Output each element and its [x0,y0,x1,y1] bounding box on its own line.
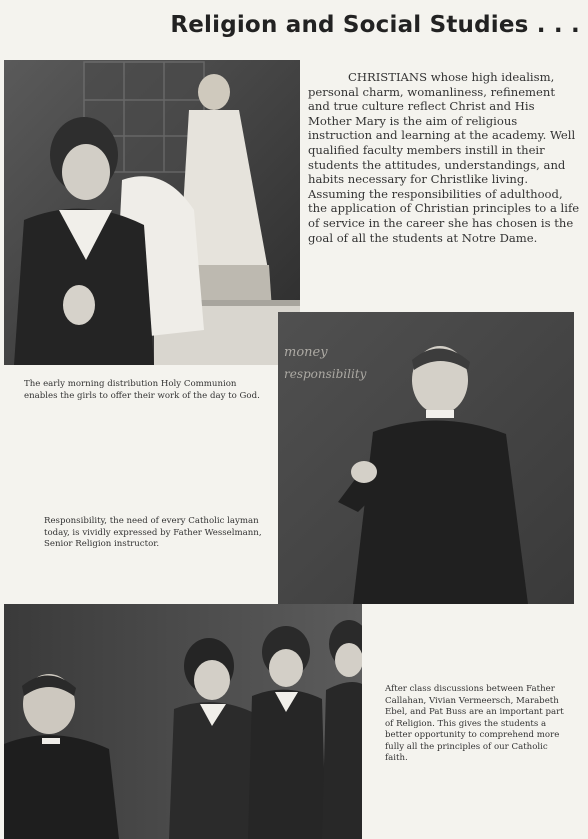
blackboard-word-responsibility: responsibility [284,367,367,381]
discussion-photo [4,604,362,839]
intro-paragraph: CHRISTIANS whose high idealism, personal charm, womanliness, refinement and true culture reflect Christ and His Mother Mary is the aim of religious instruction and learning at the academy. Well qualified faculty members instill in their students the attitudes, understandings, and habits necessary for Christlike living. Assuming the responsibilities of adulthood, the application of Christian principles to a life of service in the career she has chosen is the goal of all the students at Notre Dame. [308,70,580,245]
instructor-photo [278,312,574,604]
discussion-caption: After class discussions between Father Callahan, Vivian Vermeersch, Marabeth Ebel, and Pat Buss are an important part of Religion. This gives the students a better opportunity to comprehend more fully all the principles of our Catholic faith. [385,684,564,763]
blackboard-word-money: money [284,345,328,360]
instructor-caption: Responsibility, the need of every Catholic layman today, is vividly expressed by Father Wesselmann, Senior Religion instructor. [44,516,262,549]
communion-caption: The early morning distribution Holy Communion enables the girls to offer their work of the day to God. [24,379,260,401]
page-title: Religion and Social Studies . . . [170,12,580,38]
communion-photo [4,60,300,365]
